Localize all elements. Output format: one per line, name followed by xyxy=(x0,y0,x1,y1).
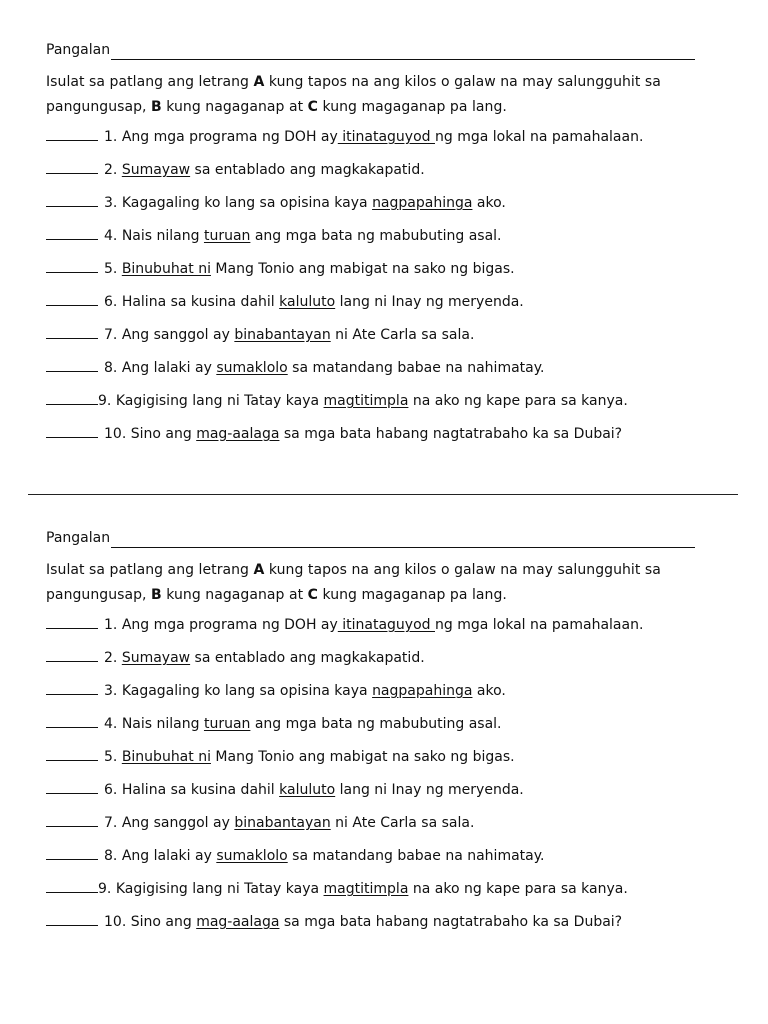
answer-blank[interactable] xyxy=(46,290,98,306)
item-text: ni Ate Carla sa sala. xyxy=(330,327,475,343)
answer-blank[interactable] xyxy=(46,158,98,174)
item-text: Sino ang xyxy=(130,426,197,442)
item-text: Ang mga programa ng DOH ay xyxy=(121,129,338,145)
answer-blank[interactable] xyxy=(46,356,98,372)
underlined-verb: binabantayan xyxy=(234,815,331,831)
item-number: 3. xyxy=(104,683,118,699)
list-item xyxy=(46,844,746,877)
item-list xyxy=(46,613,746,943)
item-text: na ako ng kape para sa kanya. xyxy=(408,393,628,409)
item-number: 10. xyxy=(104,914,127,930)
underlined-verb: binabantayan xyxy=(234,327,331,343)
answer-blank[interactable] xyxy=(46,712,98,728)
item-text: Halina sa kusina dahil xyxy=(121,294,280,310)
list-item xyxy=(46,877,746,910)
item-text: Kagigising lang ni Tatay kaya xyxy=(115,393,324,409)
name-label: Pangalan xyxy=(46,530,111,546)
item-number: 2. xyxy=(104,162,118,178)
item-text: ang mga bata ng mabubuting asal. xyxy=(250,716,502,732)
item-text: Mang Tonio ang mabigat na sako ng bigas. xyxy=(210,261,515,277)
list-item xyxy=(46,125,746,158)
name-label: Pangalan xyxy=(46,42,111,58)
item-text: sa mga bata habang nagtatrabaho ka sa Dubai? xyxy=(279,426,623,442)
item-number: 6. xyxy=(104,782,118,798)
instructions-text: kung nagaganap at xyxy=(161,586,308,603)
item-text: Ang sanggol ay xyxy=(121,327,235,343)
letter-b: B xyxy=(151,586,162,603)
answer-blank[interactable] xyxy=(46,745,98,761)
letter-c: C xyxy=(307,586,318,603)
underlined-verb: Sumayaw xyxy=(121,162,191,178)
name-field[interactable] xyxy=(111,532,695,548)
answer-blank[interactable] xyxy=(46,877,98,893)
item-number: 8. xyxy=(104,848,118,864)
underlined-verb: mag-aalaga xyxy=(196,914,280,930)
item-text: Ang mga programa ng DOH ay xyxy=(121,617,338,633)
item-number: 7. xyxy=(104,327,118,343)
underlined-verb: magtitimpla xyxy=(323,881,409,897)
letter-b: B xyxy=(151,98,162,115)
item-text: lang ni Inay ng meryenda. xyxy=(335,782,524,798)
answer-blank[interactable] xyxy=(46,389,98,405)
item-number: 8. xyxy=(104,360,118,376)
item-text: ako. xyxy=(472,195,506,211)
worksheet-bottom xyxy=(46,528,746,943)
item-text: ako. xyxy=(472,683,506,699)
item-text: na ako ng kape para sa kanya. xyxy=(408,881,628,897)
answer-blank[interactable] xyxy=(46,422,98,438)
item-text: sa entablado ang magkakapatid. xyxy=(190,162,425,178)
item-text: Ang lalaki ay xyxy=(121,848,217,864)
underlined-verb: turuan xyxy=(203,228,251,244)
instructions-text: kung tapos na ang kilos o galaw na may salungguhit sa pangungusap, xyxy=(46,74,661,115)
underlined-verb: itinataguyod xyxy=(337,617,435,633)
letter-a: A xyxy=(253,74,265,90)
underlined-verb: Sumayaw xyxy=(121,650,191,666)
answer-blank[interactable] xyxy=(46,257,98,273)
list-item xyxy=(46,679,746,712)
item-number: 1. xyxy=(104,617,118,633)
item-text: Mang Tonio ang mabigat na sako ng bigas. xyxy=(210,749,515,765)
answer-blank[interactable] xyxy=(46,811,98,827)
item-number: 5. xyxy=(104,261,118,277)
item-text: Halina sa kusina dahil xyxy=(121,782,280,798)
list-item xyxy=(46,646,746,679)
instructions xyxy=(46,70,746,119)
list-item xyxy=(46,778,746,811)
letter-a: A xyxy=(253,562,265,578)
item-number: 2. xyxy=(104,650,118,666)
underlined-verb: magtitimpla xyxy=(323,393,409,409)
list-item xyxy=(46,910,746,943)
item-text: Kagigising lang ni Tatay kaya xyxy=(115,881,324,897)
name-line xyxy=(46,528,746,548)
answer-blank[interactable] xyxy=(46,323,98,339)
item-number: 9. xyxy=(98,393,112,409)
answer-blank[interactable] xyxy=(46,844,98,860)
underlined-verb: turuan xyxy=(203,716,251,732)
letter-c: C xyxy=(307,98,318,115)
name-field[interactable] xyxy=(111,44,695,60)
underlined-verb: Binubuhat ni xyxy=(121,261,211,277)
answer-blank[interactable] xyxy=(46,646,98,662)
underlined-verb: mag-aalaga xyxy=(196,426,280,442)
item-number: 10. xyxy=(104,426,127,442)
item-list xyxy=(46,125,746,455)
item-text: Nais nilang xyxy=(121,716,204,732)
item-number: 3. xyxy=(104,195,118,211)
item-text: ang mga bata ng mabubuting asal. xyxy=(250,228,502,244)
answer-blank[interactable] xyxy=(46,125,98,141)
item-text: sa mga bata habang nagtatrabaho ka sa Dubai? xyxy=(279,914,623,930)
item-text: ni Ate Carla sa sala. xyxy=(330,815,475,831)
list-item xyxy=(46,422,746,455)
list-item xyxy=(46,290,746,323)
item-number: 7. xyxy=(104,815,118,831)
list-item xyxy=(46,224,746,257)
list-item xyxy=(46,613,746,646)
item-number: 4. xyxy=(104,716,118,732)
item-text: Ang sanggol ay xyxy=(121,815,235,831)
list-item xyxy=(46,191,746,224)
answer-blank[interactable] xyxy=(46,910,98,926)
underlined-verb: nagpapahinga xyxy=(372,683,473,699)
list-item xyxy=(46,158,746,191)
list-item xyxy=(46,323,746,356)
list-item xyxy=(46,389,746,422)
item-text: sa entablado ang magkakapatid. xyxy=(190,650,425,666)
cut-line-divider xyxy=(28,494,738,495)
item-number: 4. xyxy=(104,228,118,244)
underlined-verb: Binubuhat ni xyxy=(121,749,211,765)
item-text: sa matandang babae na nahimatay. xyxy=(287,848,545,864)
item-text: sa matandang babae na nahimatay. xyxy=(287,360,545,376)
underlined-verb: sumaklolo xyxy=(216,848,288,864)
list-item xyxy=(46,811,746,844)
underlined-verb: nagpapahinga xyxy=(372,195,473,211)
list-item xyxy=(46,745,746,778)
worksheet-top xyxy=(46,40,746,455)
item-text: ng mga lokal na pamahalaan. xyxy=(434,129,644,145)
answer-blank[interactable] xyxy=(46,778,98,794)
answer-blank[interactable] xyxy=(46,191,98,207)
instructions-text: kung magaganap pa lang. xyxy=(317,98,507,115)
underlined-verb: kaluluto xyxy=(279,782,336,798)
item-number: 6. xyxy=(104,294,118,310)
answer-blank[interactable] xyxy=(46,679,98,695)
item-number: 9. xyxy=(98,881,112,897)
list-item xyxy=(46,712,746,745)
answer-blank[interactable] xyxy=(46,613,98,629)
list-item xyxy=(46,257,746,290)
name-line xyxy=(46,40,746,60)
item-text: Sino ang xyxy=(130,914,197,930)
item-number: 1. xyxy=(104,129,118,145)
item-text: Nais nilang xyxy=(121,228,204,244)
answer-blank[interactable] xyxy=(46,224,98,240)
item-number: 5. xyxy=(104,749,118,765)
underlined-verb: sumaklolo xyxy=(216,360,288,376)
instructions xyxy=(46,558,746,607)
item-text: Kagagaling ko lang sa opisina kaya xyxy=(121,195,373,211)
instructions-text: Isulat sa patlang ang letrang xyxy=(46,74,254,90)
item-text: ng mga lokal na pamahalaan. xyxy=(434,617,644,633)
underlined-verb: itinataguyod xyxy=(337,129,435,145)
item-text: lang ni Inay ng meryenda. xyxy=(335,294,524,310)
instructions-text: kung nagaganap at xyxy=(161,98,308,115)
instructions-text: kung magaganap pa lang. xyxy=(317,586,507,603)
item-text: Kagagaling ko lang sa opisina kaya xyxy=(121,683,373,699)
instructions-text: kung tapos na ang kilos o galaw na may salungguhit sa pangungusap, xyxy=(46,562,661,603)
item-text: Ang lalaki ay xyxy=(121,360,217,376)
list-item xyxy=(46,356,746,389)
instructions-text: Isulat sa patlang ang letrang xyxy=(46,562,254,578)
underlined-verb: kaluluto xyxy=(279,294,336,310)
